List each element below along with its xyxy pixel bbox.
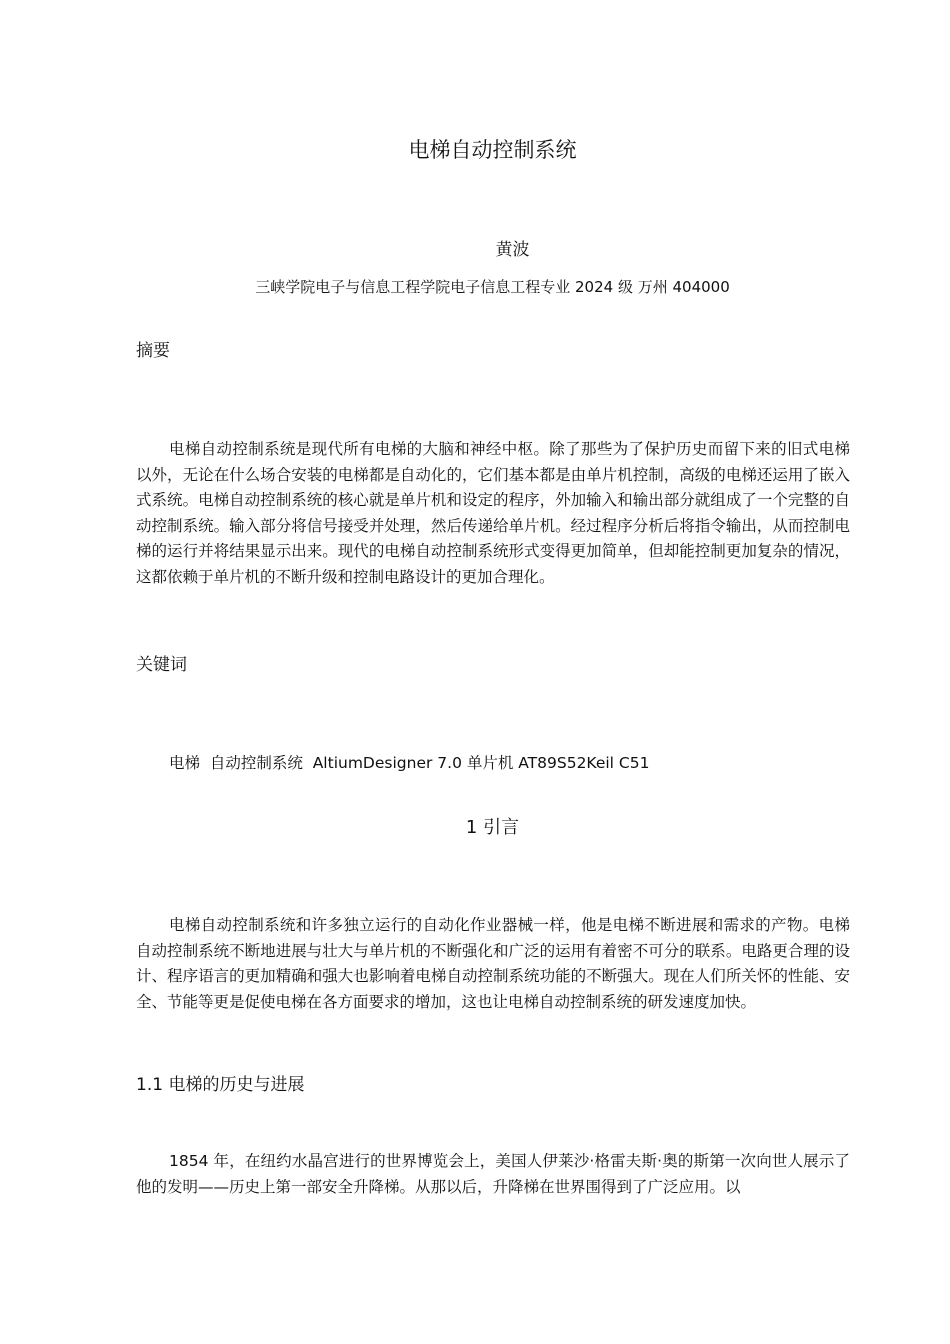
abstract-heading: 摘要 bbox=[136, 341, 170, 361]
document-title: 电梯自动控制系统 bbox=[408, 138, 577, 162]
keywords-text: 电梯 自动控制系统 AltiumDesigner 7.0 单片机 AT89S52Keil C51 bbox=[169, 754, 650, 772]
subsection-1-1-title: 1.1 电梯的历史与进展 bbox=[136, 1075, 305, 1095]
author-affiliation: 三峡学院电子与信息工程学院电子信息工程专业 2024 级 万州 404000 bbox=[255, 278, 730, 296]
section-1-paragraph: 电梯自动控制系统和许多独立运行的自动化作业器械一样，他是电梯不断进展和需求的产物。电梯自动控制系统不断地进展与壮大与单片机的不断强化和广泛的运用有着密不可分的联系。电路更合理的设计、程序语言的更加精确和强大也影响着电梯自动控制系统功能的不断强大。现在人们所关怀的性能、安全、节能等更是促使电梯在各方面要求的增加，这也让电梯自动控制系统的研发速度加快。 bbox=[136, 916, 850, 1011]
author-name: 黄波 bbox=[495, 240, 530, 260]
section-1-title: 1 引言 bbox=[465, 817, 520, 838]
keywords-heading: 关键词 bbox=[136, 655, 187, 675]
subsection-1-1-paragraph: 1854 年，在纽约水晶宫进行的世界博览会上，美国人伊莱沙·格雷夫斯·奥的斯第一次向世人展示了他的发明——历史上第一部安全升降梯。从那以后，升降梯在世界围得到了广泛应用。以 bbox=[136, 1152, 850, 1196]
abstract-paragraph: 电梯自动控制系统是现代所有电梯的大脑和神经中枢。除了那些为了保护历史而留下来的旧式电梯以外，无论在什么场合安装的电梯都是自动化的，它们基本都是由单片机控制，高级的电梯还运用了嵌入式系统。电梯自动控制系统的核心就是单片机和设定的程序，外加输入和输出部分就组成了一个完整的自动控制系统。输入部分将信号接受并处理，然后传递给单片机。经过程序分析后将指令输出，从而控制电梯的运行并将结果显示出来。现代的电梯自动控制系统形式变得更加简单，但却能控制更加复杂的情况，这都依赖于单片机的不断升级和控制电路设计的更加合理化。 bbox=[136, 440, 850, 586]
